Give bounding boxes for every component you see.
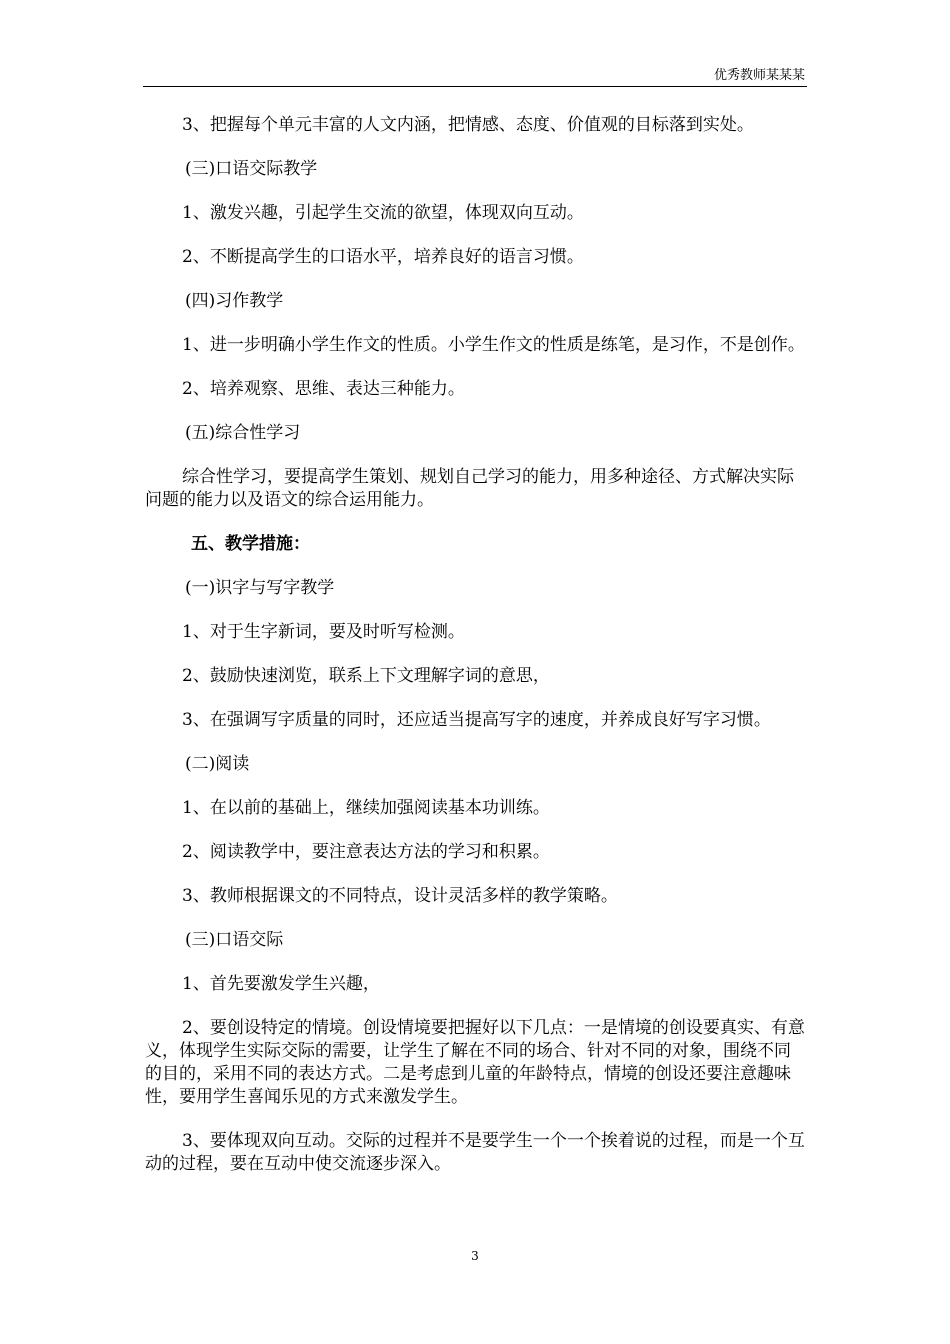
paragraph-oral-2: 2、不断提高学生的口语水平，培养良好的语言习惯。 xyxy=(182,247,584,267)
subheading-literacy: (一)识字与写字教学 xyxy=(185,578,335,598)
paragraph-reading-3: 3、教师根据课文的不同特点，设计灵活多样的教学策略。 xyxy=(182,886,618,906)
subheading-comprehensive-study: (五)综合性学习 xyxy=(185,423,301,443)
paragraph-writing-2: 2、培养观察、思维、表达三种能力。 xyxy=(182,379,465,399)
paragraph-communication-2: 2、要创设特定的情境。创设情境要把握好以下几点：一是情境的创设要真实、有意义，体现学生实际交际的需要，让学生了解在不同的场合、针对不同的对象，围绕不同的目的，采用不同的表达方式。二是考虑到儿童的年龄特点，情境的创设还要注意趣味性，要用学生喜闻乐见的方式来激发学生。 xyxy=(145,1018,805,1107)
paragraph-reading-1: 1、在以前的基础上，继续加强阅读基本功训练。 xyxy=(182,798,550,818)
subheading-oral-teaching: (三)口语交际教学 xyxy=(185,159,318,179)
body-content xyxy=(145,114,807,1176)
paragraph-oral-1: 1、激发兴趣，引起学生交流的欲望，体现双向互动。 xyxy=(182,203,584,223)
subheading-writing-teaching: (四)习作教学 xyxy=(185,291,284,311)
paragraph-reading-2: 2、阅读教学中，要注意表达方法的学习和积累。 xyxy=(182,842,550,862)
subheading-reading: (二)阅读 xyxy=(185,754,250,774)
header-title: 优秀教师某某某 xyxy=(713,68,805,83)
paragraph-writing-1: 1、进一步明确小学生作文的性质。小学生作文的性质是练笔，是习作，不是创作。 xyxy=(182,335,805,355)
paragraph-comprehensive: 综合性学习，要提高学生策划、规划自己学习的能力，用多种途径、方式解决实际问题的能力以及语文的综合运用能力。 xyxy=(145,467,794,510)
paragraph-literacy-2: 2、鼓励快速浏览，联系上下文理解字词的意思， xyxy=(182,666,550,686)
paragraph-values-goal: 3、把握每个单元丰富的人文内涵，把情感、态度、价值观的目标落到实处。 xyxy=(182,115,754,135)
paragraph-communication-1: 1、首先要激发学生兴趣， xyxy=(182,974,380,994)
paragraph-communication-3: 3、要体现双向互动。交际的过程并不是要学生一个一个挨着说的过程，而是一个互动的过程，要在互动中使交流逐步深入。 xyxy=(145,1131,805,1174)
page-number: 3 xyxy=(471,1249,479,1263)
subheading-oral-communication: (三)口语交际 xyxy=(185,930,284,950)
header-divider xyxy=(143,86,807,87)
paragraph-literacy-3: 3、在强调写字质量的同时，还应适当提高写字的速度，并养成良好写字习惯。 xyxy=(182,710,771,730)
section-heading-measures: 五、教学措施： xyxy=(191,534,310,554)
paragraph-literacy-1: 1、对于生字新词，要及时听写检测。 xyxy=(182,622,465,642)
